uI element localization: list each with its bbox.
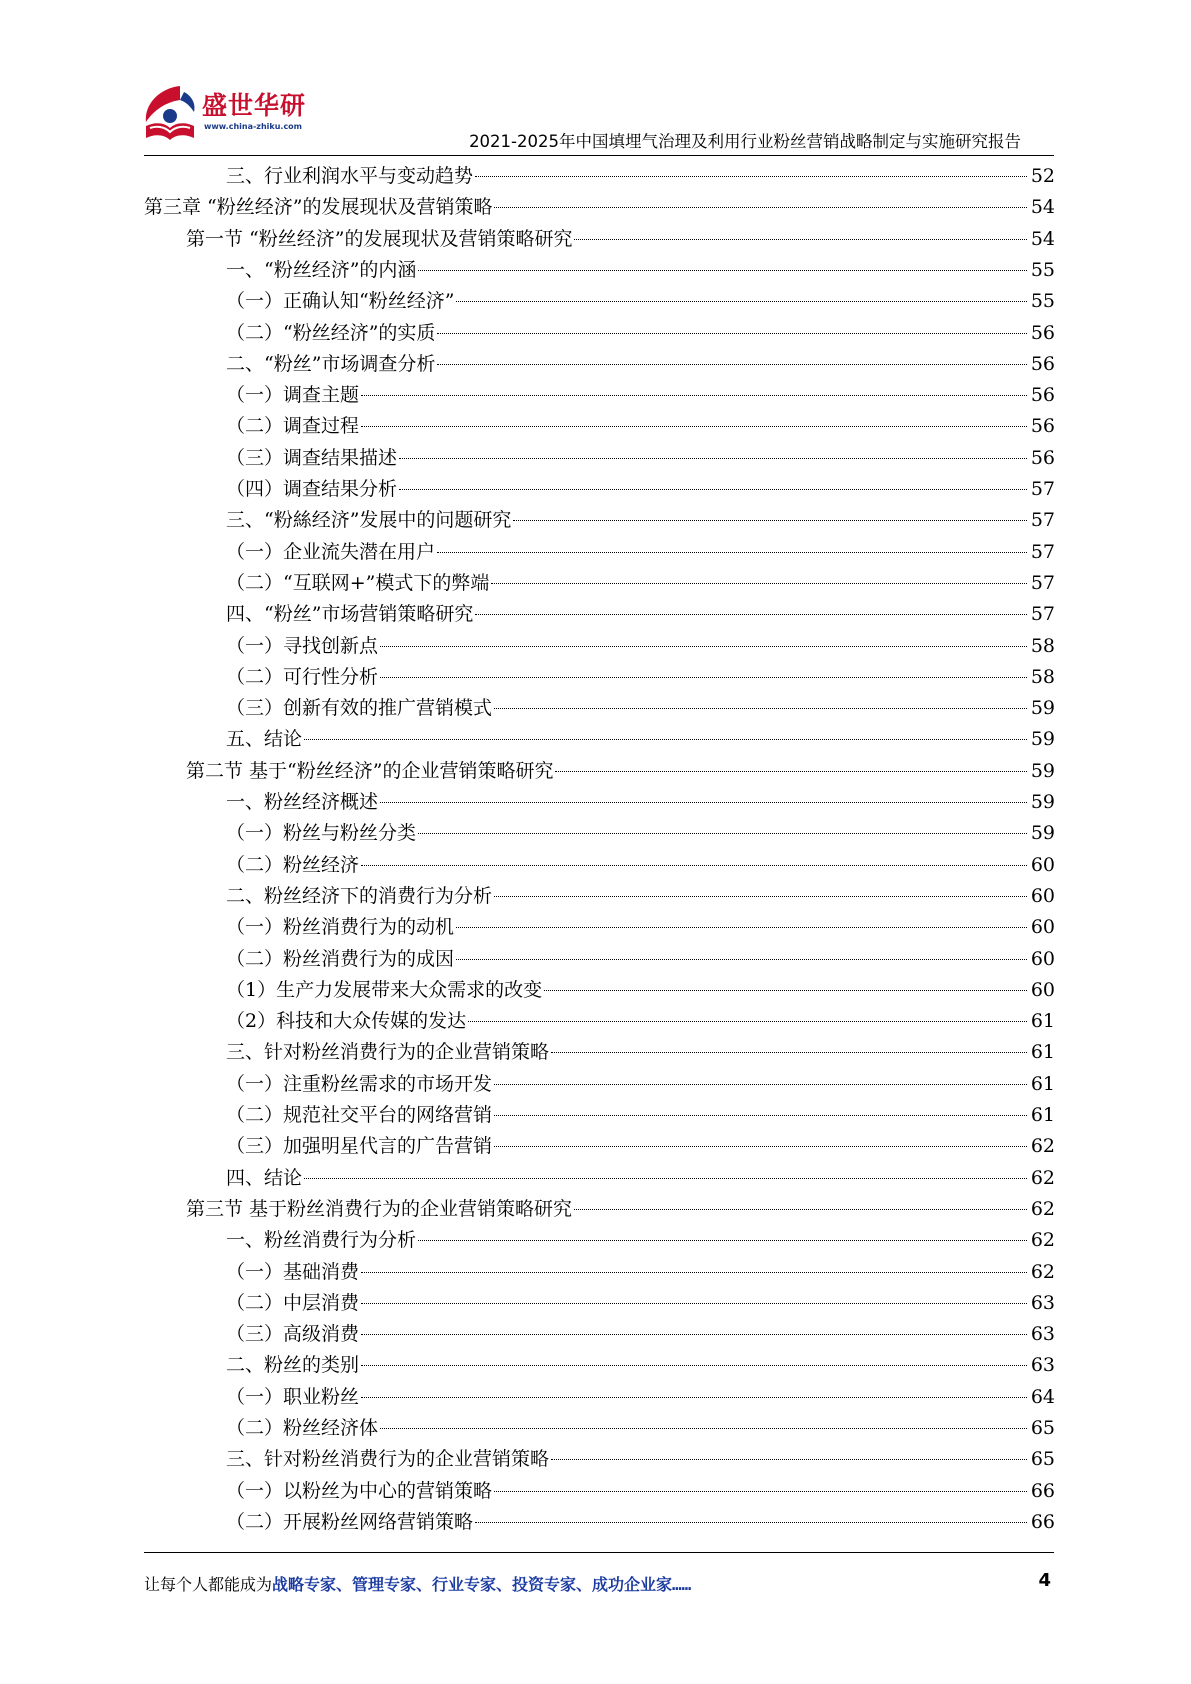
toc-dot-leader [544,990,1027,991]
toc-entry[interactable] [226,318,1055,349]
toc-dot-leader [437,333,1027,334]
toc-entry[interactable] [226,537,1055,568]
logo-name: 盛世华研 [202,91,307,120]
toc-entry-page: 56 [1030,446,1055,469]
toc-entry[interactable] [226,411,1055,442]
toc-entry-page: 66 [1030,1479,1055,1502]
toc-entry-title: 第三节 基于粉丝消费行为的企业营销策略研究 [186,1197,573,1220]
toc-dot-leader [574,239,1027,240]
toc-entry[interactable] [226,286,1055,317]
toc-entry-title: （二）开展粉丝网络营销策略 [226,1510,474,1533]
toc-entry[interactable] [226,1476,1055,1507]
toc-dot-leader [555,771,1027,772]
toc-dot-leader [456,927,1027,928]
toc-entry-title: 三、行业利润水平与变动趋势 [226,165,474,187]
toc-entry-page: 56 [1030,384,1055,407]
toc-dot-leader [475,176,1027,177]
toc-entry[interactable] [226,1006,1055,1037]
toc-entry[interactable] [226,1288,1055,1319]
toc-entry[interactable] [226,693,1055,724]
toc-entry-page: 62 [1030,1229,1055,1252]
toc-dot-leader [361,865,1027,866]
footer-slogan [144,1572,691,1595]
toc-entry[interactable] [226,975,1055,1006]
toc-entry-title: （一）调查主题 [226,384,360,407]
toc-entry[interactable] [226,631,1055,662]
toc-entry-title: 二、粉丝经济下的消费行为分析 [226,884,493,907]
toc-entry[interactable] [226,787,1055,818]
toc-entry[interactable] [144,192,1055,223]
toc-entry-title: （一）寻找创新点 [226,634,379,657]
toc-entry-page: 61 [1030,1041,1055,1064]
toc-dot-leader [361,1303,1027,1304]
toc-entry-title: （三）调查结果描述 [226,446,398,469]
toc-entry[interactable] [226,850,1055,881]
toc-entry-page: 59 [1030,791,1055,813]
toc-entry-page: 65 [1030,1448,1055,1471]
toc-entry[interactable] [226,912,1055,943]
toc-entry-title: （2）科技和大众传媒的发达 [226,1010,467,1033]
toc-entry-page: 57 [1030,540,1055,563]
toc-dot-leader [418,833,1027,834]
toc-entry-page: 63 [1030,1354,1055,1377]
toc-entry[interactable] [226,1257,1055,1288]
toc-entry-page: 57 [1030,571,1055,594]
toc-entry-page: 60 [1030,978,1055,1001]
toc-entry-page: 56 [1030,321,1055,344]
toc-dot-leader [494,207,1027,208]
toc-entry[interactable] [186,1194,1055,1225]
toc-entry-page: 61 [1030,1072,1055,1095]
toc-dot-leader [380,646,1027,647]
toc-entry-title: （二）“粉丝经济”的实质 [226,321,436,344]
toc-dot-leader [468,1021,1027,1022]
toc-entry[interactable] [226,568,1055,599]
toc-entry[interactable] [226,1069,1055,1100]
toc-entry-page: 61 [1030,1010,1055,1033]
toc-dot-leader [494,1491,1027,1492]
toc-entry-page: 62 [1030,1135,1055,1158]
toc-entry[interactable] [226,349,1055,380]
toc-dot-leader [494,708,1027,709]
toc-entry-page: 54 [1030,196,1055,219]
toc-entry-page: 58 [1030,634,1055,657]
toc-dot-leader [361,426,1027,427]
toc-dot-leader [491,583,1027,584]
toc-entry-page: 63 [1030,1323,1055,1346]
toc-dot-leader [437,552,1027,553]
toc-entry-title: 一、粉丝消费行为分析 [226,1229,417,1252]
toc-entry-title: （四）调查结果分析 [226,478,398,500]
toc-entry[interactable] [226,662,1055,693]
toc-dot-leader [361,395,1027,396]
toc-dot-leader [551,1459,1027,1460]
toc-entry[interactable] [226,505,1055,536]
toc-dot-leader [494,1084,1027,1085]
toc-entry-title: 五、结论 [226,728,303,751]
toc-dot-leader [418,270,1027,271]
toc-dot-leader [380,677,1027,678]
toc-dot-leader [399,489,1027,490]
toc-entry-title: 二、“粉丝”市场调查分析 [226,352,436,375]
toc-dot-leader [418,1240,1027,1241]
company-logo [140,82,340,146]
toc-dot-leader [456,959,1027,960]
toc-entry-page: 64 [1030,1385,1055,1408]
toc-entry[interactable] [226,161,1055,192]
footer-slogan-lead: 让每个人都能成为 [144,1575,273,1594]
toc-entry-page: 62 [1030,1197,1055,1220]
toc-entry-page: 59 [1030,822,1055,845]
toc-entry[interactable] [226,1100,1055,1131]
report-title: 2021-2025年中国填埋气治理及利用行业粉丝营销战略制定与实施研究报告 [469,132,1021,151]
toc-dot-leader [551,1052,1027,1053]
toc-entry[interactable] [226,1319,1055,1350]
toc-entry-title: 三、针对粉丝消费行为的企业营销策略 [226,1448,550,1471]
toc-entry-title: （一）注重粉丝需求的市场开发 [226,1072,493,1095]
toc-dot-leader [456,301,1027,302]
toc-entry-title: 一、粉丝经济概述 [226,791,379,813]
toc-dot-leader [399,458,1027,459]
toc-entry-title: （二）中层消费 [226,1291,360,1314]
toc-dot-leader [475,614,1027,615]
toc-entry-title: 四、结论 [226,1166,303,1189]
toc-entry-page: 59 [1030,697,1055,720]
toc-entry-title: （三）加强明星代言的广告营销 [226,1135,493,1158]
footer-slogan-highlight: 战略专家、管理专家、行业专家、投资专家、成功企业家…… [272,1575,692,1594]
logo-mark-icon [140,82,202,146]
toc-entry[interactable] [226,380,1055,411]
toc-entry-page: 60 [1030,947,1055,970]
toc-entry[interactable] [226,818,1055,849]
toc-entry-page: 57 [1030,603,1055,626]
toc-entry-page: 56 [1030,415,1055,438]
toc-entry-title: （二）“互联网+”模式下的弊端 [226,571,490,594]
toc-dot-leader [513,520,1027,521]
toc-dot-leader [361,1397,1027,1398]
toc-entry[interactable] [226,1163,1055,1194]
toc-entry-page: 60 [1030,916,1055,939]
toc-entry-title: （一）企业流失潜在用户 [226,540,436,563]
toc-entry-title: 一、“粉丝经济”的内涵 [226,258,417,281]
toc-entry-page: 62 [1030,1166,1055,1189]
toc-entry[interactable] [226,881,1055,912]
footer-divider [144,1552,1054,1553]
toc-entry-page: 57 [1030,509,1055,532]
toc-entry-title: （一）职业粉丝 [226,1385,360,1408]
toc-entry[interactable] [226,724,1055,755]
toc-entry-title: （二）可行性分析 [226,665,379,688]
toc-dot-leader [494,1115,1027,1116]
toc-entry-title: （二）粉丝经济 [226,853,360,876]
toc-entry[interactable] [226,1037,1055,1068]
logo-url: www.china-zhiku.com [204,122,303,131]
toc-dot-leader [475,1522,1027,1523]
toc-entry-page: 60 [1030,853,1055,876]
toc-entry-page: 52 [1030,165,1055,187]
toc-entry-title: （二）规范社交平台的网络营销 [226,1104,493,1126]
toc-entry-title: 四、“粉丝”市场营销策略研究 [226,603,474,626]
toc-dot-leader [494,896,1027,897]
toc-dot-leader [361,1334,1027,1335]
toc-entry-title: 第二节 基于“粉丝经济”的企业营销策略研究 [186,759,554,782]
toc-entry-title: 第三章 “粉丝经济”的发展现状及营销策略 [144,196,493,219]
toc-entry-title: （一）以粉丝为中心的营销策略 [226,1479,493,1502]
toc-entry-title: 第一节 “粉丝经济”的发展现状及营销策略研究 [186,227,573,250]
toc-entry[interactable] [226,1350,1055,1381]
toc-dot-leader [494,1146,1027,1147]
toc-entry-title: （三）创新有效的推广营销模式 [226,697,493,720]
toc-entry-page: 56 [1030,352,1055,375]
toc-entry[interactable] [226,1413,1055,1444]
toc-entry-title: （一）粉丝与粉丝分类 [226,822,417,845]
toc-dot-leader [574,1209,1027,1210]
toc-entry[interactable] [226,1507,1055,1538]
toc-entry-page: 55 [1030,290,1055,313]
toc-entry-title: （一）正确认知“粉丝经济” [226,290,455,313]
toc-entry[interactable] [226,599,1055,630]
toc-dot-leader [304,739,1027,740]
toc-entry[interactable] [226,474,1055,505]
toc-entry[interactable] [226,1131,1055,1162]
toc-entry-title: 三、针对粉丝消费行为的企业营销策略 [226,1041,550,1064]
toc-dot-leader [361,1272,1027,1273]
toc-entry[interactable] [226,255,1055,286]
toc-entry-page: 60 [1030,884,1055,907]
toc-dot-leader [304,1178,1027,1179]
toc-entry-page: 62 [1030,1260,1055,1283]
toc-entry[interactable] [226,944,1055,975]
header-divider [144,155,1054,156]
toc-entry-title: （二）粉丝消费行为的成因 [226,947,455,970]
toc-dot-leader [437,364,1027,365]
toc-entry-title: （一）粉丝消费行为的动机 [226,916,455,939]
toc-dot-leader [380,1428,1027,1429]
toc-dot-leader [361,1365,1027,1366]
toc-entry-title: （三）高级消费 [226,1323,360,1346]
toc-dot-leader [380,802,1027,803]
toc-entry-page: 58 [1030,665,1055,688]
toc-entry[interactable] [186,224,1055,255]
toc-entry[interactable] [226,1444,1055,1475]
toc-entry-title: （一）基础消费 [226,1260,360,1283]
toc-entry-title: 二、粉丝的类别 [226,1354,360,1377]
toc-entry-title: （二）调查过程 [226,415,360,438]
toc-entry-page: 54 [1030,227,1055,250]
toc-entry-page: 63 [1030,1291,1055,1314]
page-number: 4 [1038,1570,1051,1591]
toc-entry-page: 57 [1030,478,1055,500]
toc-entry[interactable] [226,1225,1055,1256]
toc-entry-page: 59 [1030,759,1055,782]
toc-entry[interactable] [226,1382,1055,1413]
toc-entry-page: 65 [1030,1417,1055,1439]
toc-entry-page: 55 [1030,258,1055,281]
toc-entry[interactable] [186,756,1055,787]
toc-entry[interactable] [226,443,1055,474]
toc-entry-page: 59 [1030,728,1055,751]
toc-entry-title: （二）粉丝经济体 [226,1417,379,1439]
toc-entry-title: （1）生产力发展带来大众需求的改变 [226,978,543,1001]
toc-entry-title: 三、“粉絲经济”发展中的问题研究 [226,509,512,532]
toc-entry-page: 61 [1030,1104,1055,1126]
toc-entry-page: 66 [1030,1510,1055,1533]
